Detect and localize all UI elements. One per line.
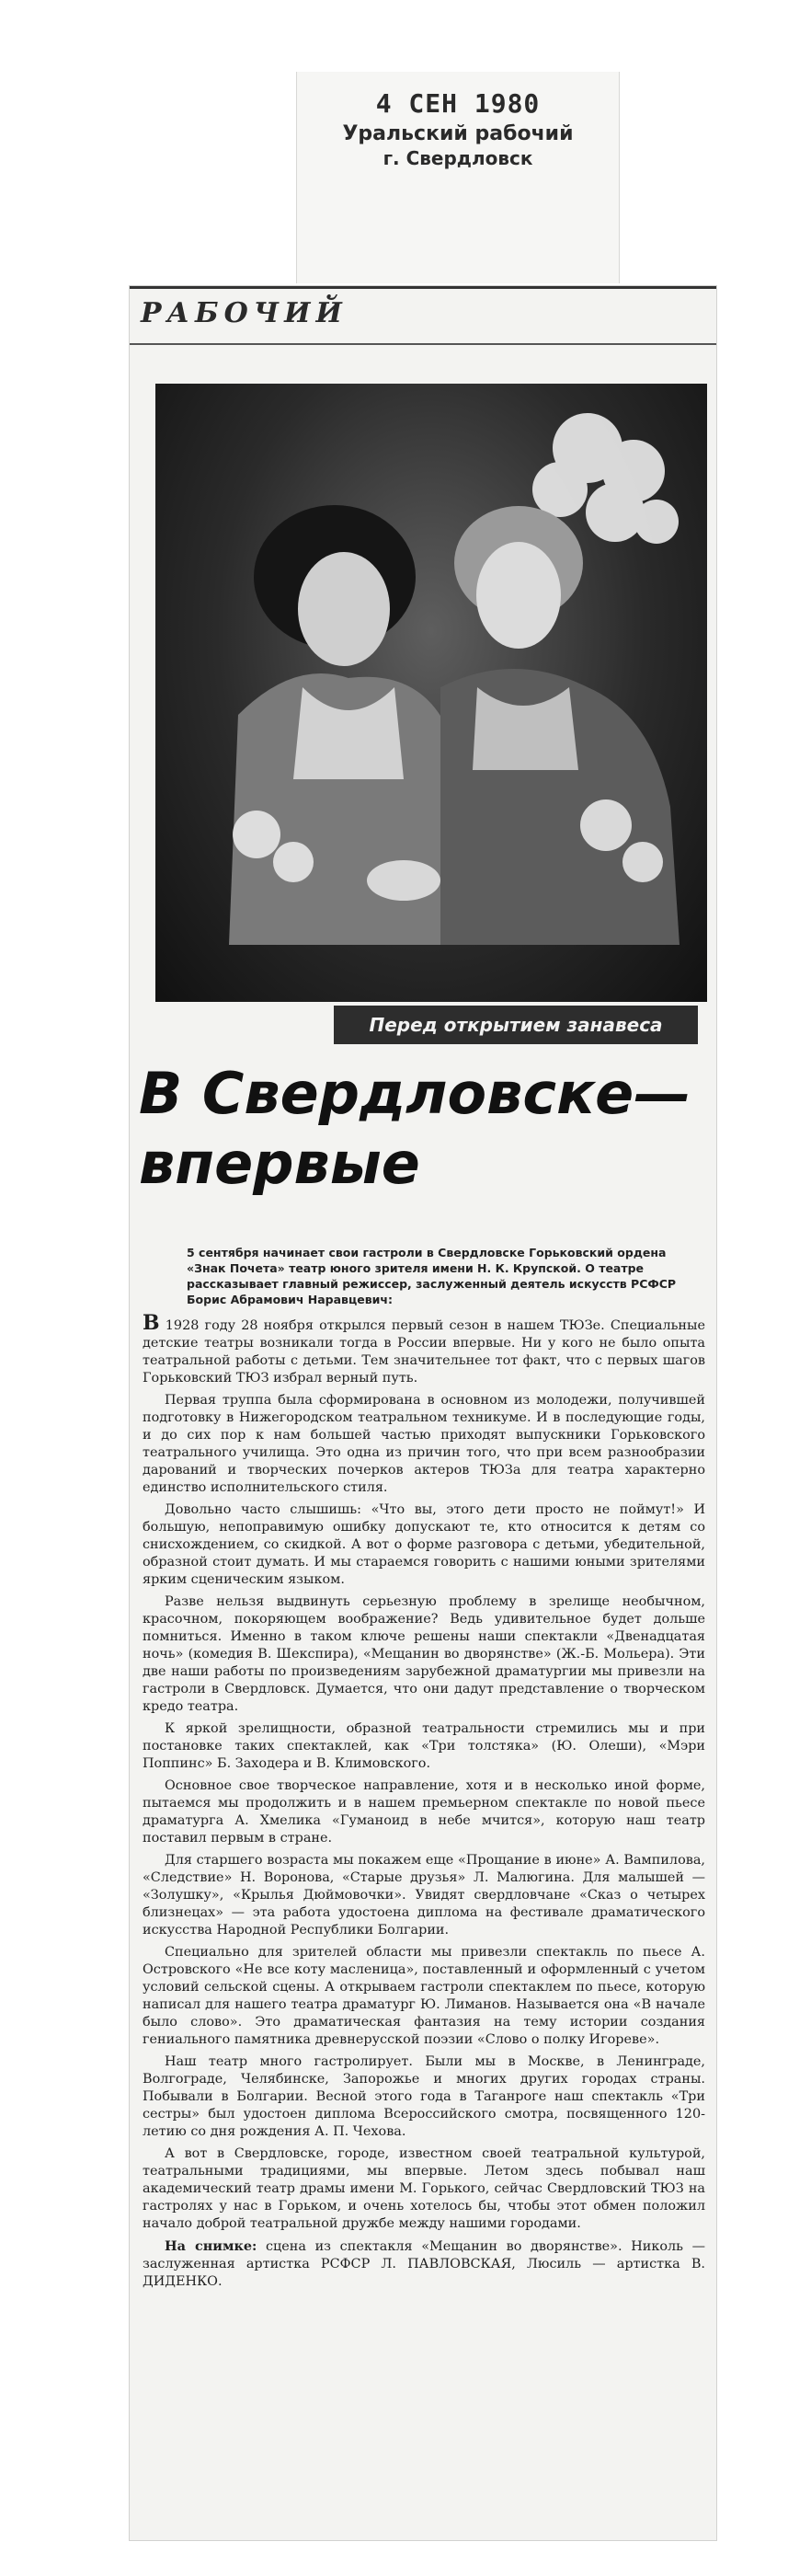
headline-line-2: впервые bbox=[139, 1130, 420, 1197]
right-actress-face bbox=[476, 542, 561, 649]
article-paragraph-7: Для старшего возраста мы покажем еще «Прощание в июне» А. Вампилова, «Следствие» Н. Воронова, «Старые друзья» Л. Малюгина. Для малышей — «Золушку», «Крылья Дюймовочки». Увидят свердловчане «Сказ о четырех близнецах» — эта работа удостоена диплома на фестивале драматического искусства Народной Республики Болгарии. bbox=[143, 1853, 705, 1938]
left-actress-face bbox=[298, 552, 390, 666]
archive-stamp bbox=[297, 88, 619, 169]
paragraph-text: 1928 году 28 ноября открылся первый сезон в нашем ТЮЗе. Специальные детские театры возникали тогда в России впервые. Ни у кого не было опыта театральной работы с детьми. Тем значительнее тот факт, что с первых шагов Горьковский ТЮЗ избрал верный путь. bbox=[143, 1318, 705, 1386]
article-paragraph-6: Основное свое творческое направление, хотя и в несколько иной форме, пытаемся мы продолжить и в нашем премьерном спектакле по новой пьесе драматурга А. Хмелика «Гуманоид в небе мчится», которую наш театр поставил первым в стране. bbox=[143, 1778, 705, 1846]
article-paragraph-3: Довольно часто слышишь: «Что вы, этого дети просто не поймут!» И большую, непоправимую ошибку допускают те, кто относится к детям со снисхождением, со скидкой. А вот о форме разговора с детьми, убедительной, образной стоит думать. И мы стараемся говорить с нашими юными зрителями ярким сценическим языком. bbox=[143, 1502, 705, 1587]
article-paragraph-5: К яркой зрелищности, образной театральности стремились мы и при постановке таких спектаклей, как «Три толстяка» (Ю. Олеши), «Мэри Поппинс» Б. Заходера и В. Климовского. bbox=[143, 1721, 705, 1771]
clasped-hands bbox=[367, 860, 440, 901]
photo-note bbox=[143, 2237, 705, 2291]
article-paragraph-4: Разве нельзя выдвинуть серьезную проблему в зрелище необычном, красочном, покоряющем воображение? Ведь удивительное будет дольше помниться. Именно в таком ключе решены наши спектакли «Двенадцатая ночь» (комедия В. Шекспира), «Мещанин во дворянстве» (Ж.-Б. Мольера). Эти две наши работы по произведениям зарубежной драматургии мы привезли на гастроли в Свердловск. Думается, что они дадут представление о творческом кредо театра. bbox=[143, 1594, 705, 1714]
masthead-top-rule bbox=[130, 286, 716, 289]
article-paragraph-9: Наш театр много гастролирует. Были мы в Москве, в Ленинграде, Волгограде, Челябинске, Запорожье и многих других городах страны. Побывали в Болгарии. Весной этого года в Таганроге наш спектакль «Три сестры» был удостоен диплома Всероссийского смотра, посвященного 120-летию со дня рождения А. П. Чехова. bbox=[143, 2054, 705, 2139]
theatre-scene-photo bbox=[155, 384, 707, 1002]
clipping-stamp-paper bbox=[296, 72, 620, 283]
article-paragraph-1 bbox=[143, 1311, 705, 1387]
article-paragraph-2: Первая труппа была сформирована в основном из молодежи, получившей подготовку в Нижегородском театральном техникуме. И в последующие годы, и до сих пор к нам большей частью приходят выпускники Горьковского театрального училища. Это одна из причин того, что при всем разнообразии дарований и творческих почерков актеров ТЮЗа для театра характерно единство исполнительского стиля. bbox=[143, 1393, 705, 1495]
photo-caption-banner: Перед открытием занавеса bbox=[334, 1006, 698, 1044]
newspaper-clipping bbox=[129, 285, 717, 2541]
photo-note-text: сцена из спектакля «Мещанин во дворянстве». Николь — заслуженная артистка РСФСР Л. ПАВЛОВСКАЯ, Люсиль — артистка В. ДИДЕНКО. bbox=[143, 2239, 705, 2289]
dropcap: В bbox=[143, 1311, 160, 1335]
stamp-newspaper: Уральский рабочий bbox=[342, 122, 574, 145]
photo-illustration bbox=[155, 384, 707, 1002]
article-lead: 5 сентября начинает свои гастроли в Свердловске Горьковский ордена «Знак Почета» театр юного зрителя имени Н. К. Крупской. О театре рассказывает главный режиссер, заслуженный деятель искусств РСФСР Борис Абрамович Наравцевич: bbox=[187, 1246, 677, 1306]
photo-note-label: На снимке: bbox=[165, 2238, 257, 2254]
article-headline bbox=[139, 1059, 709, 1199]
masthead-bottom-rule bbox=[130, 343, 716, 345]
article-paragraph-8: Специально для зрителей области мы привезли спектакль по пьесе А. Островского «Не все коту масленица», поставленный и оформленный с учетом условий сельской сцены. А открываем гастроли спектаклем по пьесе, которую написал для нашего театра драматург Ю. Лиманов. Называется она «В начале было слово». Это драматическая фантазия на тему истории создания гениального памятника древнерусской поэзии «Слово о полку Игореве». bbox=[143, 1945, 705, 2047]
article-body bbox=[143, 1311, 705, 2295]
headline-line-1: В Свердловске— bbox=[139, 1060, 691, 1127]
stamp-date: 4 СЕН 1980 bbox=[375, 88, 541, 119]
newspaper-masthead: РАБОЧИЙ bbox=[141, 297, 348, 329]
article-paragraph-10: А вот в Свердловске, городе, известном своей театральной культурой, театральными традициями, мы впервые. Летом здесь побывал наш академический театр драмы имени М. Горького, сейчас Свердловский ТЮЗ на гастролях у нас в Горьком, и очень хотелось бы, чтобы этот обмен положил начало доброй театральной дружбе между нашими городами. bbox=[143, 2146, 705, 2231]
stamp-city: г. Свердловск bbox=[383, 147, 533, 169]
